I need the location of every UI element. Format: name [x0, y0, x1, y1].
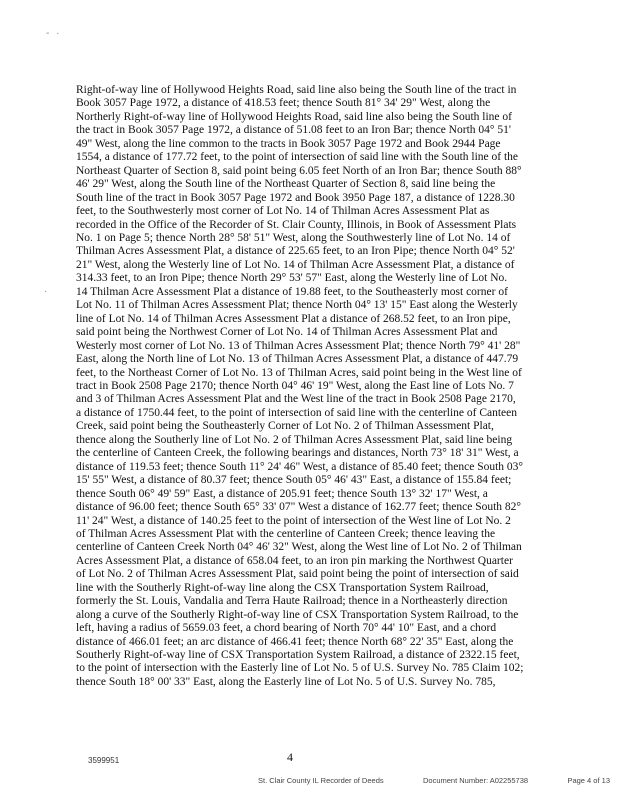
- scan-mark: - ·: [46, 28, 62, 39]
- text-line: Right-of-way line of Hollywood Heights Road, said line also being the South line of the tract in: [76, 84, 517, 96]
- page-number: 4: [287, 750, 293, 764]
- text-line: 21" West, along the Westerly line of Lot No. 14 of Thilman Acre Assessment Plat, a distance of: [76, 258, 515, 271]
- text-line: feet, to the Northeast Corner of Lot No. 13 of Thilman Acres, said point being in the West line of: [76, 366, 522, 379]
- text-line: to the point of intersection with the Easterly line of Lot No. 5 of U.S. Survey No. 785 Claim 102;: [76, 662, 524, 675]
- text-line: South line of the tract in Book 3057 Page 1972 and Book 3950 Page 187, a distance of 1228.30: [76, 191, 515, 204]
- document-id: 3599951: [88, 756, 120, 765]
- scan-dot: ·: [44, 286, 48, 297]
- text-line: Book 3057 Page 1972, a distance of 418.53 feet; thence South 81° 34' 29" West, along the: [76, 97, 491, 110]
- text-line: 46' 29" West, along the South line of the Northeast Quarter of Section 8, said line being the: [76, 178, 496, 191]
- text-line: thence South 18° 00' 33" East, along the Easterly line of Lot No. 5 of U.S. Survey No. 785,: [76, 675, 496, 688]
- text-line: 11' 24" West, a distance of 140.25 feet to the point of intersection of the West line of Lot No. 2: [76, 514, 511, 527]
- text-line: the centerline of Canteen Creek, the following bearings and distances, North 73° 18' 31" West, a: [76, 447, 519, 460]
- text-line: tract in Book 2508 Page 2170; thence North 04° 46' 19" West, along the East line of Lots No. 7: [76, 379, 514, 392]
- text-line: 15' 55" West, a distance of 80.37 feet; thence South 05° 46' 43" East, a distance of 155.84 feet;: [76, 474, 512, 487]
- text-line: thence along the Southerly line of Lot No. 2 of Thilman Acres Assessment Plat, said line being: [76, 433, 513, 446]
- text-line: 14 Thilman Acre Assessment Plat a distance of 19.88 feet, to the Southeasterly most corner of: [76, 285, 508, 298]
- text-line: Southerly Right-of-way line of CSX Transportation System Railroad, a distance of 2322.15 feet,: [76, 649, 520, 662]
- text-line: 49" West, along the line common to the tracts in Book 3057 Page 1972 and Book 2944 Page: [76, 137, 501, 150]
- text-line: feet, to the Southwesterly most corner of Lot No. 14 of Thilman Acres Assessment Plat as: [76, 205, 490, 218]
- text-line: line of Lot No. 14 of Thilman Acres Assessment Plat a distance of 268.52 feet, to an Iron pipe,: [76, 312, 511, 325]
- text-line: line with the Southerly Right-of-way line along the CSX Transportation System Railroad,: [76, 581, 489, 594]
- text-line: of Lot No. 2 of Thilman Acres Assessment Plat, said point being the point of intersection of said: [76, 568, 519, 581]
- legal-description-text: [76, 84, 572, 689]
- text-line: recorded in the Office of the Recorder of St. Clair County, Illinois, in Book of Assessment Plats: [76, 218, 517, 231]
- text-line: said point being the Northwest Corner of Lot No. 14 of Thilman Acres Assessment Plat and: [76, 326, 498, 339]
- text-line: distance of 466.01 feet; an arc distance of 466.41 feet; thence North 68° 22' 35" East, along the: [76, 635, 514, 648]
- text-line: thence South 06° 49' 59" East, a distance of 205.91 feet; thence South 13° 32' 17" West, a: [76, 487, 488, 500]
- footer-page-of: Page 4 of 13: [567, 776, 610, 785]
- text-line: a distance of 1750.44 feet, to the point of intersection of said line with the centerline of Canteen: [76, 406, 518, 419]
- text-line: Northerly Right-of-way line of Hollywood Heights Road, said line also being the South line of: [76, 110, 512, 123]
- text-line: centerline of Canteen Creek North 04° 46' 32" West, along the West line of Lot No. 2 of Thilman: [76, 541, 522, 554]
- text-line: distance of 119.53 feet; thence South 11° 24' 46" West, a distance of 85.40 feet; thence South 03°: [76, 460, 524, 473]
- text-line: Lot No. 11 of Thilman Acres Assessment Plat; thence North 04° 13' 15" East along the Westerly: [76, 299, 518, 312]
- text-line: of Thilman Acres Assessment Plat with the centerline of Canteen Creek; thence leaving the: [76, 527, 496, 540]
- text-line: Acres Assessment Plat, a distance of 658.04 feet, to an iron pin marking the Northwest Quarter: [76, 554, 513, 567]
- footer-document-number: Document Number: A02255738: [423, 776, 529, 785]
- text-line: formerly the St. Louis, Vandalia and Terra Haute Railroad; thence in a Northeasterly direction: [76, 595, 508, 608]
- text-line: No. 1 on Page 5; thence North 28° 58' 51" West, along the Southwesterly line of Lot No. 14 of: [76, 231, 511, 244]
- recorder-footer: [258, 776, 610, 785]
- text-line: 314.33 feet, to an Iron Pipe; thence North 29° 53' 57" East, along the Westerly line of Lot No.: [76, 272, 508, 285]
- text-line: Creek, said point being the Southeasterly Corner of Lot No. 2 of Thilman Assessment Plat,: [76, 420, 494, 433]
- text-line: along a curve of the Southerly Right-of-way line of CSX Transportation System Railroad, to the: [76, 608, 519, 621]
- text-line: and 3 of Thilman Acres Assessment Plat and the West line of the tract in Book 2508 Page 2170,: [76, 393, 516, 406]
- footer-county: St. Clair County IL Recorder of Deeds: [258, 776, 384, 785]
- text-line: Westerly most corner of Lot No. 13 of Thilman Acres Assessment Plat; thence North 79° 41' 28": [76, 339, 521, 352]
- text-line: Thilman Acres Assessment Plat, a distance of 225.65 feet, to an Iron Pipe; thence North 04° 52': [76, 245, 515, 258]
- text-line: Northeast Quarter of Section 8, said point being 6.05 feet North of an Iron Bar; thence South 88°: [76, 164, 522, 177]
- text-line: distance of 96.00 feet; thence South 65° 33' 07" West a distance of 162.77 feet; thence South 82°: [76, 501, 522, 514]
- text-line: 1554, a distance of 177.72 feet, to the point of intersection of said line with the South line of the: [76, 151, 519, 164]
- text-line: East, along the North line of Lot No. 13 of Thilman Acres Assessment Plat, a distance of 447.79: [76, 353, 519, 366]
- text-line: left, having a radius of 5659.03 feet, a chord bearing of North 70° 44' 10" East, and a chord: [76, 622, 497, 635]
- text-line: the tract in Book 3057 Page 1972, a distance of 51.08 feet to an Iron Bar; thence North 04° 51': [76, 124, 511, 137]
